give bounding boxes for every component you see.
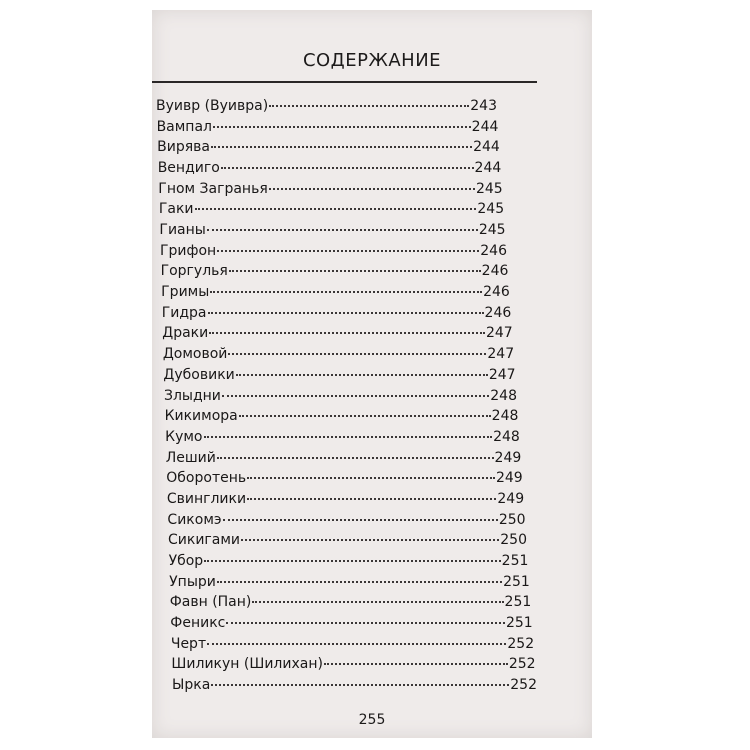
toc-entry-title: Леший [165, 449, 216, 466]
toc-entry-page: 248 [491, 408, 519, 425]
dot-leader [211, 146, 472, 148]
toc-entry-page: 251 [503, 573, 530, 590]
toc-entry-page: 251 [504, 594, 532, 611]
toc-entry [161, 284, 510, 304]
toc-entry [169, 553, 529, 573]
toc-entry-title: Вампал [156, 118, 212, 135]
toc-entry-page: 250 [500, 532, 527, 549]
dot-leader [204, 560, 500, 562]
toc-entry-page: 250 [498, 511, 526, 528]
toc-entry-page: 247 [488, 366, 516, 383]
toc-entry-page: 248 [490, 387, 517, 404]
toc-entry [166, 470, 522, 490]
dot-leader [247, 498, 496, 500]
dot-leader [208, 312, 484, 314]
toc-entry [171, 656, 535, 676]
toc-entry-page: 245 [475, 180, 503, 197]
dot-leader [210, 291, 482, 293]
toc-entry-title: Гаки [158, 201, 194, 218]
toc-entry-page: 246 [481, 263, 509, 280]
toc-entry-title: Драки [162, 325, 209, 342]
toc-entry [161, 263, 509, 283]
dot-leader [217, 457, 494, 459]
toc-entry-page: 247 [485, 325, 513, 342]
toc-entry-page: 252 [510, 677, 537, 693]
table-of-contents [152, 10, 592, 738]
toc-entry-page: 244 [474, 160, 502, 177]
dot-leader [241, 539, 499, 541]
toc-entry-page: 248 [493, 428, 520, 445]
toc-entry-title: Феникс [170, 614, 226, 631]
book-page [152, 10, 592, 738]
dot-leader [226, 622, 505, 624]
toc-entry-title: Сикигами [168, 532, 241, 549]
toc-entry [160, 243, 507, 263]
toc-entry-page: 247 [487, 346, 515, 363]
dot-leader [211, 684, 509, 686]
toc-entry-page: 251 [505, 614, 533, 631]
toc-entry [163, 346, 514, 366]
toc-entry-title: Дубовики [163, 366, 235, 383]
dot-leader [247, 477, 495, 479]
toc-entry-page: 244 [471, 118, 499, 135]
dot-leader [217, 250, 479, 252]
toc-entry [170, 615, 532, 635]
toc-entry-title: Гианы [159, 222, 206, 239]
toc-entry-title: Горгулья [160, 263, 228, 280]
dot-leader [222, 395, 489, 397]
toc-entry-title: Грифон [160, 242, 217, 259]
toc-entry-title: Вендиго [157, 160, 220, 177]
toc-entry [164, 388, 517, 408]
toc-entry-title: Убор [168, 552, 204, 569]
toc-entry-title: Фавн (Пан) [169, 594, 252, 611]
toc-entry [163, 367, 515, 387]
dot-leader [324, 663, 508, 665]
toc-entry [168, 532, 527, 552]
toc-entry-title: Гидра [161, 304, 207, 321]
toc-entry [159, 222, 505, 242]
toc-entry [169, 574, 530, 594]
toc-entry [157, 119, 499, 139]
toc-entry-title: Ырка [172, 677, 211, 693]
dot-leader [221, 167, 474, 169]
toc-entry-page: 252 [508, 656, 536, 673]
toc-entry [165, 408, 519, 428]
toc-entry [166, 450, 522, 470]
toc-entry [165, 429, 520, 449]
toc-entry-title: Упыри [169, 573, 216, 590]
toc-entry [156, 98, 497, 118]
toc-entry [167, 512, 525, 532]
toc-entry-title: Свинглики [166, 490, 247, 507]
toc-entry-page: 246 [483, 284, 510, 301]
dot-leader [195, 208, 477, 210]
dot-leader [236, 374, 488, 376]
dot-leader [229, 270, 481, 272]
toc-entry-title: Гримы [161, 284, 210, 301]
dot-leader [213, 126, 471, 128]
dot-leader [209, 332, 485, 334]
toc-entry [162, 325, 512, 345]
toc-entry-page: 244 [473, 139, 500, 156]
dot-leader [217, 581, 502, 583]
page-number: 255 [358, 712, 386, 728]
toc-entry-title: Вирява [157, 139, 210, 156]
dot-leader [223, 519, 498, 521]
toc-entry [159, 201, 504, 221]
dot-leader [252, 601, 503, 603]
toc-entry-title: Кумо [165, 428, 203, 445]
toc-entry-page: 251 [501, 552, 529, 569]
toc-entry [171, 636, 534, 656]
toc-entry-title: Черт [170, 635, 207, 652]
dot-leader [269, 105, 469, 107]
toc-entry [167, 491, 524, 511]
toc-entry-page: 249 [494, 449, 522, 466]
toc-entry [157, 139, 500, 159]
dot-leader [269, 188, 475, 190]
toc-entry-page: 245 [478, 222, 506, 239]
toc-entry-title: Шиликун (Шилихан) [171, 656, 323, 673]
toc-entry [158, 181, 502, 201]
toc-entry-title: Злыдни [164, 387, 221, 404]
dot-leader [207, 229, 478, 231]
toc-entry-title: Кикимора [164, 408, 238, 425]
toc-entry-title: Сикомэ [167, 511, 222, 528]
toc-entry-page: 246 [480, 242, 507, 259]
toc-entry [170, 594, 532, 614]
toc-entry [172, 677, 537, 697]
toc-entry-title: Оборотень [166, 470, 247, 487]
toc-entry-page: 249 [495, 470, 523, 487]
toc-entry-page: 245 [477, 201, 505, 218]
toc-entry-page: 246 [484, 304, 512, 321]
toc-entry [158, 160, 502, 180]
toc-entry [162, 305, 512, 325]
contents-heading: СОДЕРЖАНИЕ [302, 50, 442, 71]
toc-entry-page: 243 [470, 98, 497, 114]
toc-entry-page: 249 [497, 490, 525, 507]
toc-entry-page: 252 [507, 635, 535, 652]
toc-entry-title: Вуивр (Вуивра) [156, 98, 269, 114]
dot-leader [239, 415, 491, 417]
dot-leader [228, 353, 486, 355]
dot-leader [204, 436, 493, 438]
toc-entry-title: Гном Загранья [158, 180, 268, 197]
toc-entry-title: Домовой [162, 346, 228, 363]
dot-leader [207, 643, 506, 645]
